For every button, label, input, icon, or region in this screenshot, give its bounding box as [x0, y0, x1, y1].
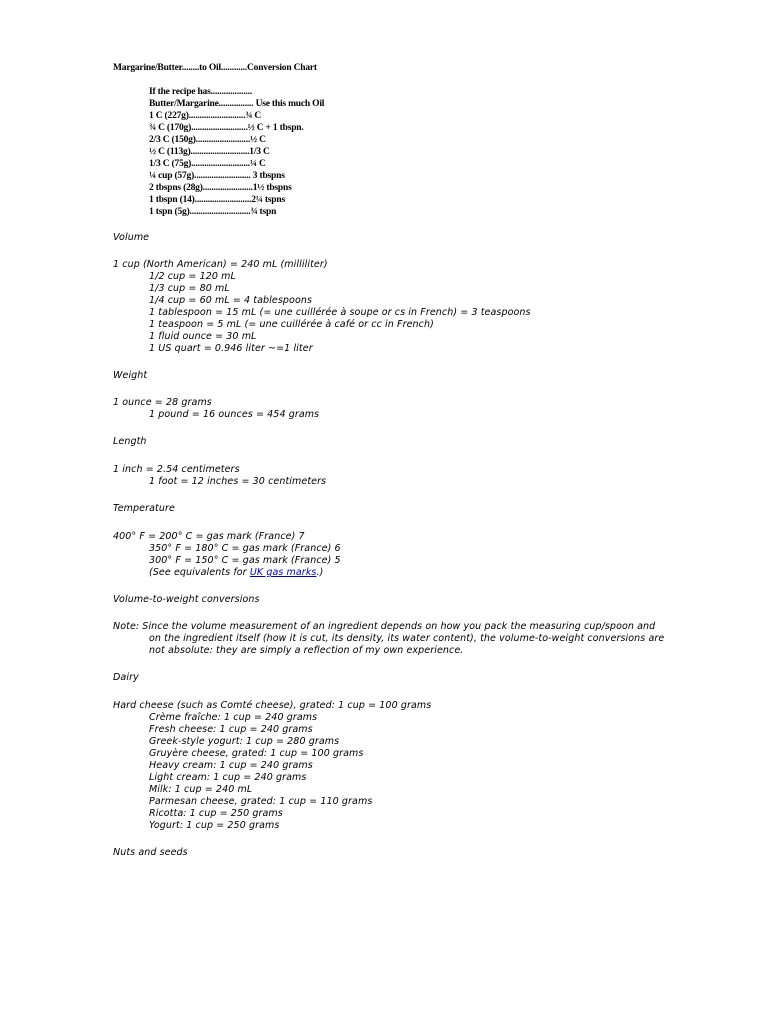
- dairy-first: Hard cheese (such as Comté cheese), grated: 1 cup = 100 grams: [113, 700, 432, 711]
- chart-row: 1 C (227g)..........................¾ C: [149, 111, 261, 121]
- chart-header: Butter/Margarine................ Use this much Oil: [149, 99, 325, 109]
- length-item: 1 foot = 12 inches = 30 centimeters: [149, 476, 327, 487]
- dairy-item: Fresh cheese: 1 cup = 240 grams: [149, 724, 313, 735]
- dairy-item: Milk: 1 cup = 240 mL: [149, 784, 253, 795]
- dairy-item: Heavy cream: 1 cup = 240 grams: [149, 760, 313, 771]
- chart-row: ½ C (113g)...........................1/3 C: [149, 147, 270, 157]
- temperature-item: 350° F = 180° C = gas mark (France) 6: [149, 543, 341, 554]
- temperature-see-also: [149, 567, 323, 579]
- chart-row: 2/3 C (150g).........................½ C: [149, 135, 266, 145]
- chart-intro: If the recipe has...................: [149, 87, 252, 97]
- section-heading-dairy: Dairy: [113, 672, 139, 683]
- see-suffix: .): [316, 567, 324, 578]
- see-prefix: (See equivalents for: [149, 567, 250, 578]
- chart-row: 2 tbspns (28g).......................1½ tbspns: [149, 183, 292, 193]
- dairy-item: Gruyère cheese, grated: 1 cup = 100 grams: [149, 748, 364, 759]
- note-line: on the ingredient itself (how it is cut, its density, its water content), the volume-to-weight conversions are: [149, 633, 665, 644]
- volume-item: 1 fluid ounce = 30 mL: [149, 331, 257, 342]
- section-heading-weight: Weight: [113, 370, 148, 381]
- volume-first: 1 cup (North American) = 240 mL (milliliter): [113, 259, 328, 270]
- volume-item: 1 US quart = 0.946 liter ~=1 liter: [149, 343, 313, 354]
- dairy-item: Crème fraîche: 1 cup = 240 grams: [149, 712, 318, 723]
- note-line: Note: Since the volume measurement of an ingredient depends on how you pack the measuring cup/spoon and: [113, 621, 656, 632]
- uk-gas-marks-link[interactable]: UK gas marks: [249, 567, 317, 578]
- dairy-item: Yogurt: 1 cup = 250 grams: [149, 820, 280, 831]
- dairy-item: Parmesan cheese, grated: 1 cup = 110 grams: [149, 796, 373, 807]
- weight-first: 1 ounce = 28 grams: [113, 397, 212, 408]
- volume-item: 1/4 cup = 60 mL = 4 tablespoons: [149, 295, 313, 306]
- dairy-item: Ricotta: 1 cup = 250 grams: [149, 808, 283, 819]
- chart-row: 1 tbspn (14)..........................2¼ tspns: [149, 195, 285, 205]
- weight-item: 1 pound = 16 ounces = 454 grams: [149, 409, 320, 420]
- length-first: 1 inch = 2.54 centimeters: [113, 464, 240, 475]
- note-line: not absolute: they are simply a reflection of my own experience.: [149, 645, 464, 656]
- volume-item: 1/3 cup = 80 mL: [149, 283, 230, 294]
- chart-row: ¼ cup (57g).......................... 3 tbspns: [149, 171, 285, 181]
- temperature-item: 300° F = 150° C = gas mark (France) 5: [149, 555, 341, 566]
- chart-row: ¾ C (170g)..........................½ C + 1 tbspn.: [149, 123, 304, 133]
- volume-item: 1/2 cup = 120 mL: [149, 271, 236, 282]
- section-heading-volume-to-weight: Volume-to-weight conversions: [113, 594, 260, 605]
- dairy-item: Light cream: 1 cup = 240 grams: [149, 772, 307, 783]
- chart-title: Margarine/Butter........to Oil............Conversion Chart: [113, 63, 317, 73]
- volume-item: 1 tablespoon = 15 mL (= une cuillérée à soupe or cs in French) = 3 teaspoons: [149, 307, 531, 318]
- section-heading-volume: Volume: [113, 232, 150, 243]
- dairy-item: Greek-style yogurt: 1 cup = 280 grams: [149, 736, 340, 747]
- temperature-first: 400° F = 200° C = gas mark (France) 7: [113, 531, 305, 542]
- volume-item: 1 teaspoon = 5 mL (= une cuillérée à café or cc in French): [149, 319, 434, 330]
- section-heading-temperature: Temperature: [113, 503, 175, 514]
- chart-row: 1 tspn (5g)............................¾ tspn: [149, 207, 277, 217]
- section-heading-length: Length: [113, 436, 147, 447]
- section-heading-nuts: Nuts and seeds: [113, 847, 188, 858]
- chart-row: 1/3 C (75g)...........................¼ C: [149, 159, 266, 169]
